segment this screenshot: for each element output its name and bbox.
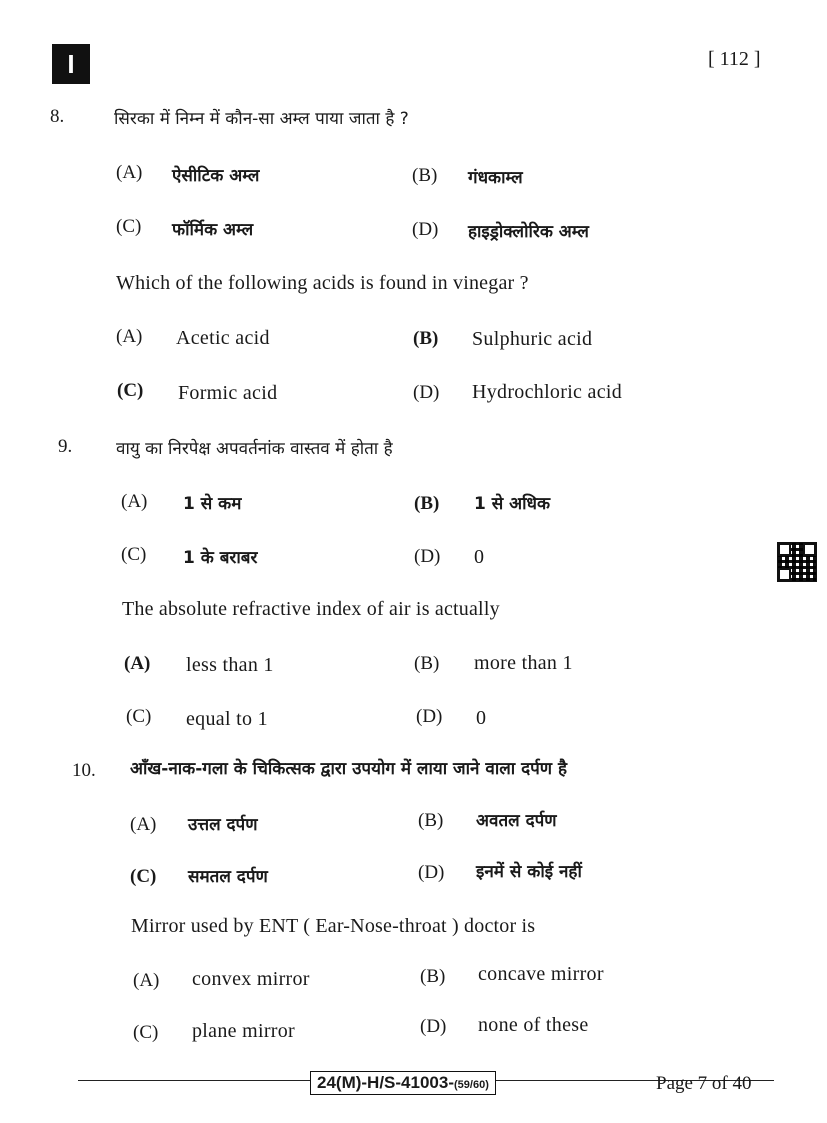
q9-en-option-c-key: (C) bbox=[126, 706, 152, 727]
q10-hi-option-d: इनमें से कोई नहीं bbox=[476, 862, 582, 882]
q8-hi-option-a: ऐसीटिक अम्ल bbox=[172, 166, 260, 186]
q8-en-option-b: Sulphuric acid bbox=[472, 328, 593, 350]
q10-en-option-b-key: (B) bbox=[420, 966, 446, 987]
q8-hi-option-d: हाइड्रोक्लोरिक अम्ल bbox=[468, 222, 589, 242]
question-8-stem-hindi: सिरका में निम्न में कौन-सा अम्ल पाया जाता है ? bbox=[114, 109, 409, 129]
question-9-stem-hindi: वायु का निरपेक्ष अपवर्तनांक वास्तव में होता है bbox=[116, 439, 393, 459]
question-10-stem-english: Mirror used by ENT ( Ear-Nose-throat ) doctor is bbox=[131, 915, 536, 937]
q9-hi-option-c: 1 के बराबर bbox=[183, 548, 258, 568]
q10-en-option-c: plane mirror bbox=[192, 1020, 296, 1042]
q9-hi-option-d-key: (D) bbox=[414, 546, 441, 567]
q9-hi-option-a: 1 से कम bbox=[183, 494, 242, 514]
q9-en-option-a-key: (A) bbox=[124, 653, 151, 674]
question-8-stem-english: Which of the following acids is found in vinegar ? bbox=[116, 272, 529, 294]
q9-en-option-c: equal to 1 bbox=[186, 708, 268, 730]
q8-hi-option-b: गंधकाम्ल bbox=[468, 168, 523, 188]
q9-hi-option-b: 1 से अधिक bbox=[474, 494, 551, 514]
page-code: [ 112 ] bbox=[708, 48, 761, 70]
question-number-9: 9. bbox=[58, 436, 73, 457]
q8-en-option-b-key: (B) bbox=[413, 328, 439, 349]
q9-en-option-a: less than 1 bbox=[186, 654, 274, 676]
q9-en-option-d-key: (D) bbox=[416, 706, 443, 727]
q10-hi-option-c: समतल दर्पण bbox=[188, 867, 268, 887]
q8-en-option-a-key: (A) bbox=[116, 326, 143, 347]
q10-en-option-b: concave mirror bbox=[478, 963, 604, 985]
q8-hi-option-b-key: (B) bbox=[412, 165, 438, 186]
question-9-stem-english: The absolute refractive index of air is actually bbox=[122, 598, 500, 620]
q10-en-option-a-key: (A) bbox=[133, 970, 160, 991]
paper-code: 24(M)-H/S-41003- bbox=[317, 1073, 454, 1092]
paper-code-small: (59/60) bbox=[454, 1079, 489, 1091]
q10-hi-option-b-key: (B) bbox=[418, 810, 444, 831]
q10-en-option-d: none of these bbox=[478, 1014, 589, 1036]
q9-hi-option-c-key: (C) bbox=[121, 544, 147, 565]
q8-en-option-c: Formic acid bbox=[178, 382, 278, 404]
qr-code bbox=[778, 543, 816, 581]
q10-hi-option-b: अवतल दर्पण bbox=[476, 811, 557, 831]
q8-hi-option-c: फॉर्मिक अम्ल bbox=[172, 220, 254, 240]
q8-hi-option-a-key: (A) bbox=[116, 162, 143, 183]
q8-en-option-a: Acetic acid bbox=[176, 327, 270, 349]
q8-hi-option-c-key: (C) bbox=[116, 216, 142, 237]
q9-hi-option-b-key: (B) bbox=[414, 493, 440, 514]
q8-en-option-d: Hydrochloric acid bbox=[472, 381, 623, 403]
q8-en-option-c-key: (C) bbox=[117, 380, 144, 401]
question-10-stem-hindi: आँख-नाक-गला के चिकित्सक द्वारा उपयोग में लाया जाने वाला दर्पण है bbox=[130, 759, 568, 779]
q10-en-option-c-key: (C) bbox=[133, 1022, 159, 1043]
question-number-10: 10. bbox=[72, 760, 96, 781]
q9-en-option-b-key: (B) bbox=[414, 653, 440, 674]
q10-en-option-a: convex mirror bbox=[192, 968, 310, 990]
page-number-label: Page 7 of 40 bbox=[656, 1073, 752, 1094]
q10-en-option-d-key: (D) bbox=[420, 1016, 447, 1037]
q9-hi-option-a-key: (A) bbox=[121, 491, 148, 512]
q9-hi-option-d: 0 bbox=[474, 546, 485, 568]
set-code-badge: I bbox=[52, 44, 90, 84]
q10-hi-option-c-key: (C) bbox=[130, 866, 157, 887]
q9-en-option-b: more than 1 bbox=[474, 652, 573, 674]
q9-en-option-d: 0 bbox=[476, 707, 487, 729]
q8-en-option-d-key: (D) bbox=[413, 382, 440, 403]
q10-hi-option-a: उत्तल दर्पण bbox=[188, 815, 258, 835]
q10-hi-option-d-key: (D) bbox=[418, 862, 445, 883]
paper-code-box bbox=[310, 1071, 496, 1095]
question-number-8: 8. bbox=[50, 106, 65, 127]
q10-hi-option-a-key: (A) bbox=[130, 814, 157, 835]
q8-hi-option-d-key: (D) bbox=[412, 219, 439, 240]
